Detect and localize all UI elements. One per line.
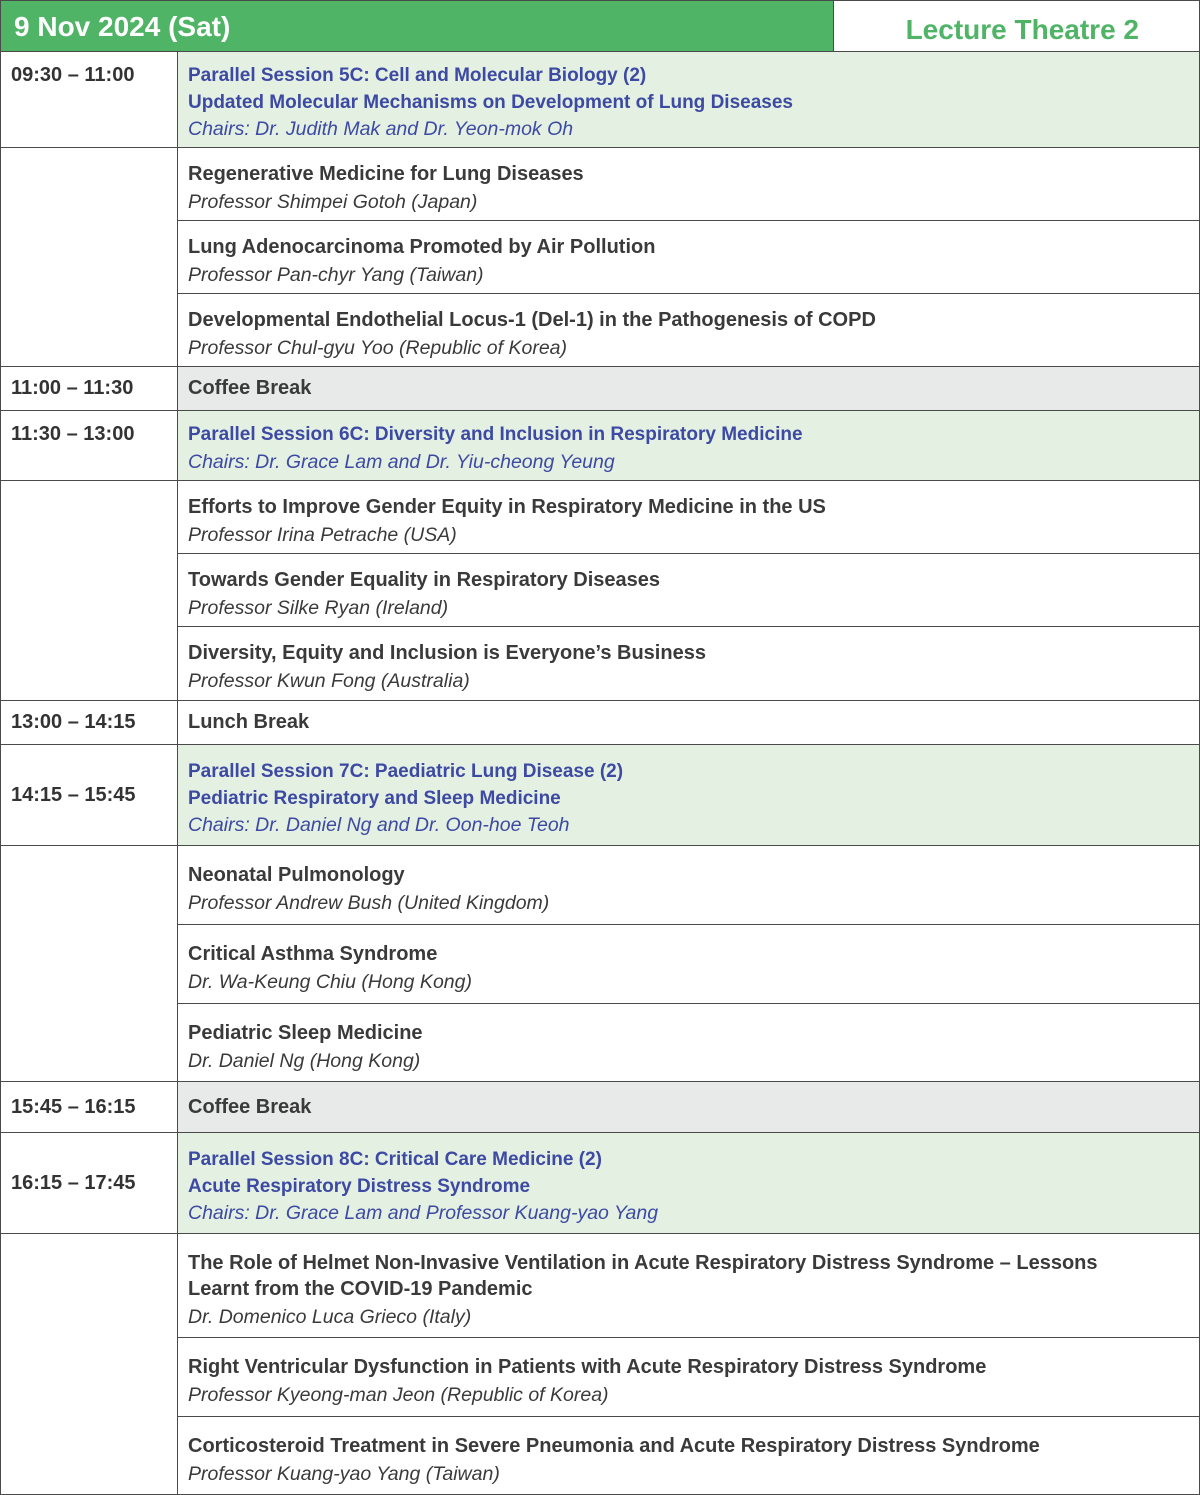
time-slot: 09:30 – 11:00	[1, 52, 178, 147]
time-slot: 14:15 – 15:45	[1, 745, 178, 845]
session-header	[178, 1133, 1199, 1233]
talk-item	[178, 1417, 1199, 1494]
break-row	[1, 367, 1199, 411]
session-chairs: Chairs: Dr. Grace Lam and Professor Kuang-yao Yang	[188, 1202, 659, 1224]
talk-speaker: Professor Silke Ryan (Ireland)	[188, 597, 449, 619]
talk-title: Towards Gender Equality in Respiratory Diseases	[188, 569, 661, 591]
talk-title: Diversity, Equity and Inclusion is Everyone’s Business	[188, 642, 706, 664]
session-subtitle: Updated Molecular Mechanisms on Development of Lung Diseases	[188, 91, 793, 113]
talk-title: Corticosteroid Treatment in Severe Pneumonia and Acute Respiratory Distress Syndrome	[188, 1435, 1040, 1457]
time-slot: 11:30 – 13:00	[1, 411, 178, 480]
time-slot: 16:15 – 17:45	[1, 1133, 178, 1233]
session-chairs: Chairs: Dr. Judith Mak and Dr. Yeon-mok Oh	[188, 118, 574, 140]
talk-speaker: Professor Andrew Bush (United Kingdom)	[188, 892, 550, 914]
talk-speaker: Professor Pan-chyr Yang (Taiwan)	[188, 264, 484, 286]
talk-title: Lung Adenocarcinoma Promoted by Air Pollution	[188, 236, 656, 258]
break-label: Coffee Break	[178, 367, 1199, 410]
talks-row	[1, 148, 1199, 367]
programme-date: 9 Nov 2024 (Sat)	[1, 1, 834, 51]
talk-list	[178, 481, 1199, 700]
talk-list	[178, 1234, 1199, 1494]
talk-item	[178, 1234, 1199, 1338]
break-label: Coffee Break	[178, 1082, 1199, 1132]
venue-name: Lecture Theatre 2	[905, 14, 1139, 45]
time-slot: 15:45 – 16:15	[1, 1082, 178, 1132]
talk-item	[178, 1338, 1199, 1417]
break-row	[1, 701, 1199, 745]
session-row	[1, 52, 1199, 148]
talk-speaker: Professor Kwun Fong (Australia)	[188, 670, 470, 692]
session-title: Parallel Session 5C: Cell and Molecular Biology (2)	[188, 65, 647, 86]
talk-title: Developmental Endothelial Locus-1 (Del-1) in the Pathogenesis of COPD	[188, 309, 876, 331]
session-header	[178, 411, 1199, 480]
session-chairs: Chairs: Dr. Daniel Ng and Dr. Oon-hoe Teoh	[188, 814, 570, 836]
session-row	[1, 745, 1199, 846]
time-slot-empty	[1, 481, 178, 700]
talk-item	[178, 148, 1199, 221]
talk-title: Pediatric Sleep Medicine	[188, 1022, 423, 1044]
talk-list	[178, 846, 1199, 1081]
talk-title: Right Ventricular Dysfunction in Patients with Acute Respiratory Distress Syndrome	[188, 1356, 987, 1378]
session-title: Parallel Session 7C: Paediatric Lung Disease (2)	[188, 761, 624, 782]
talk-item	[178, 925, 1199, 1004]
talk-speaker: Professor Irina Petrache (USA)	[188, 524, 457, 546]
talk-item	[178, 1004, 1199, 1082]
talk-speaker: Professor Kyeong-man Jeon (Republic of Korea)	[188, 1384, 609, 1406]
time-slot: 11:00 – 11:30	[1, 367, 178, 410]
time-slot-empty	[1, 148, 178, 366]
time-slot-empty	[1, 1234, 178, 1494]
talks-row	[1, 481, 1199, 701]
talk-item	[178, 294, 1199, 366]
session-title: Parallel Session 6C: Diversity and Inclusion in Respiratory Medicine	[188, 424, 803, 445]
programme-header	[1, 1, 1199, 52]
talk-speaker: Dr. Daniel Ng (Hong Kong)	[188, 1050, 421, 1072]
talk-title: Neonatal Pulmonology	[188, 864, 405, 886]
talk-speaker: Professor Kuang-yao Yang (Taiwan)	[188, 1463, 500, 1485]
talks-row	[1, 1234, 1199, 1494]
talk-speaker: Professor Shimpei Gotoh (Japan)	[188, 191, 478, 213]
talk-speaker: Dr. Wa-Keung Chiu (Hong Kong)	[188, 971, 472, 993]
talk-title: Regenerative Medicine for Lung Diseases	[188, 163, 584, 185]
session-subtitle: Pediatric Respiratory and Sleep Medicine	[188, 787, 561, 809]
talk-item	[178, 481, 1199, 554]
talk-title: Critical Asthma Syndrome	[188, 943, 438, 965]
talk-item	[178, 554, 1199, 627]
talk-item	[178, 221, 1199, 294]
talk-list	[178, 148, 1199, 366]
session-row	[1, 1133, 1199, 1234]
talk-speaker: Dr. Domenico Luca Grieco (Italy)	[188, 1306, 472, 1328]
session-header	[178, 52, 1199, 147]
session-row	[1, 411, 1199, 481]
talk-item	[178, 627, 1199, 700]
time-slot: 13:00 – 14:15	[1, 701, 178, 744]
break-row	[1, 1082, 1199, 1133]
break-label: Lunch Break	[188, 711, 310, 733]
talks-row	[1, 846, 1199, 1082]
talk-item	[178, 846, 1199, 925]
talk-speaker: Professor Chul-gyu Yoo (Republic of Korea)	[188, 337, 568, 359]
session-title: Parallel Session 8C: Critical Care Medicine (2)	[188, 1149, 602, 1170]
talk-title: The Role of Helmet Non-Invasive Ventilation in Acute Respiratory Distress Syndrome – Lessons Learnt from the COVID-19 Pandemic	[188, 1252, 1098, 1300]
talk-title: Efforts to Improve Gender Equity in Respiratory Medicine in the US	[188, 496, 826, 518]
time-slot-empty	[1, 846, 178, 1081]
session-header	[178, 745, 1199, 845]
session-subtitle: Acute Respiratory Distress Syndrome	[188, 1175, 531, 1197]
session-chairs: Chairs: Dr. Grace Lam and Dr. Yiu-cheong Yeung	[188, 450, 615, 473]
